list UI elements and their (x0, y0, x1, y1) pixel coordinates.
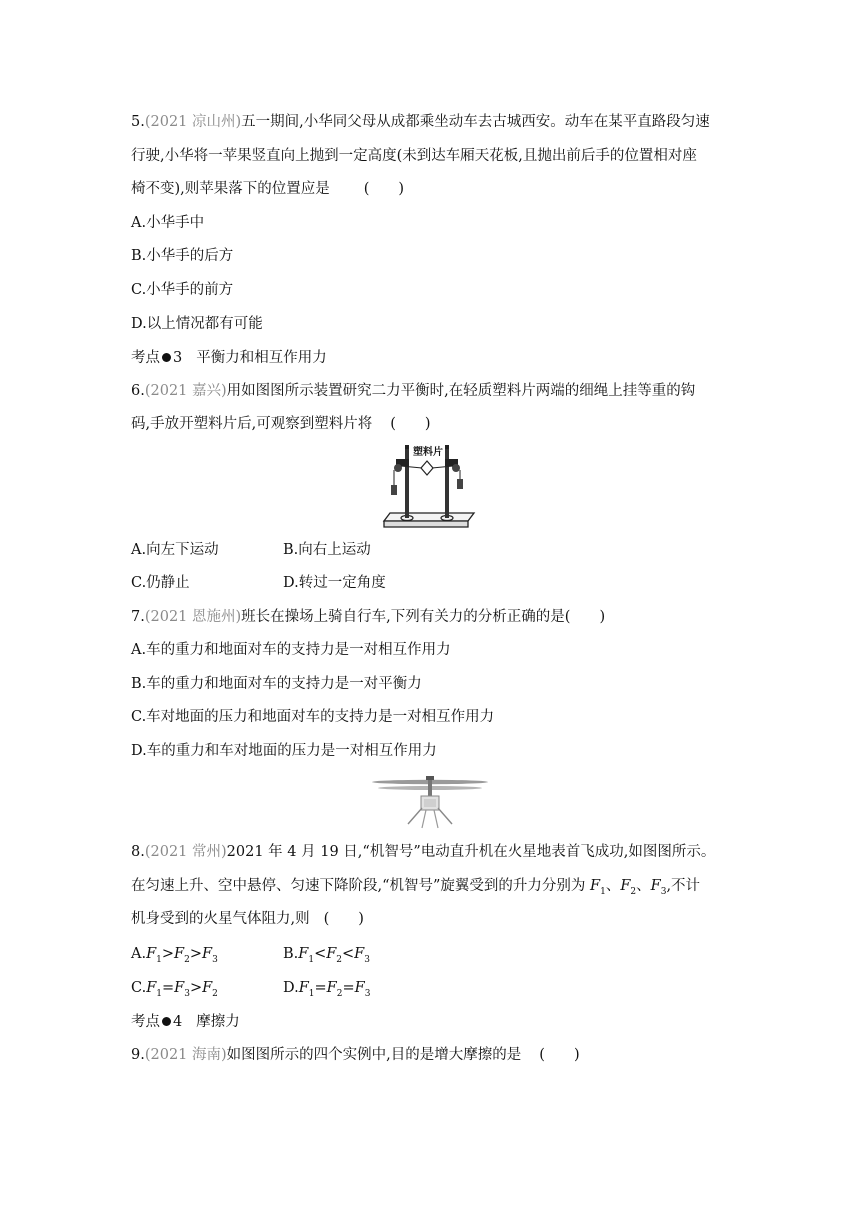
q8-stem-text2: 在匀速上升、空中悬停、匀速下降阶段,“机智号”旋翼受到的升力分别为 (131, 878, 586, 894)
q8-source: (2021 常州) (144, 844, 227, 860)
q7-answer-bracket: ( ) (564, 609, 606, 625)
q6-number: 6. (131, 383, 145, 399)
keypoint-3-heading (131, 348, 327, 368)
plastic-card (421, 461, 433, 475)
q7-stem-line1 (131, 607, 605, 627)
q8-stem-text3: 机身受到的火星气体阻力,则 (131, 911, 310, 927)
q5-option-a: A.小华手中 (131, 215, 205, 231)
q9-stem-line1 (131, 1045, 580, 1065)
q8-option-c: $C.F_1=F_3>F_2$ (131, 980, 218, 999)
q8-stem-line2: 在匀速上升、空中悬停、匀速下降阶段,“机智号”旋翼受到的升力分别为 $F_1$、$F_2$、$F_3$,不计 (131, 878, 701, 897)
keypoint-4-label: 考点 (131, 1014, 160, 1030)
keypoint-4-number: 4 (173, 1014, 183, 1030)
q5-source: (2021 凉山州) (144, 114, 242, 130)
q8-stem-line1 (131, 842, 715, 862)
q9-stem-text1: 如图图所示的四个实例中,目的是增大摩擦的是 (226, 1047, 522, 1063)
q9-answer-bracket: ( ) (539, 1047, 580, 1063)
two-force-balance-figure (376, 441, 476, 533)
q9-number: 9. (131, 1047, 145, 1063)
keypoint-3-number: 3 (173, 350, 183, 366)
q7-option-b: B.车的重力和地面对车的支持力是一对平衡力 (131, 676, 422, 692)
q6-source: (2021 嘉兴) (144, 383, 227, 399)
q5-stem-line1 (131, 112, 710, 132)
keypoint-4-heading (131, 1012, 240, 1032)
q6-option-d: D.转过一定角度 (283, 575, 386, 591)
bullet-dot-icon (162, 1017, 171, 1026)
q6-option-b: B.向右上运动 (283, 542, 371, 558)
keypoint-4-title: 摩擦力 (196, 1014, 240, 1030)
ingenuity-helicopter-figure (350, 772, 510, 832)
q6-answer-bracket: ( ) (390, 416, 431, 432)
left-pulley (394, 464, 402, 472)
q7-option-c: C.车对地面的压力和地面对车的支持力是一对相互作用力 (131, 709, 495, 725)
q5-option-d: D.以上情况都有可能 (131, 316, 263, 332)
q6-option-a: A.向左下运动 (131, 542, 219, 558)
q5-option-c: C.小华手的前方 (131, 282, 234, 298)
q5-stem-text3: 椅不变),则苹果落下的位置应是 (131, 181, 330, 197)
q5-option-b: B.小华手的后方 (131, 248, 234, 264)
q8-stem-text1: 2021 年 4 月 19 日,“机智号”电动直升机在火星地表首飞成功,如图图所示。 (226, 844, 716, 860)
q7-number: 7. (131, 609, 145, 625)
q5-number: 5. (131, 114, 145, 130)
q5-stem-line2: 行驶,小华将一苹果竖直向上抛到一定高度(未到达车厢天花板,且抛出前后手的位置相对座 (131, 148, 697, 164)
bullet-dot-icon (162, 353, 171, 362)
right-weight (457, 479, 463, 489)
q6-option-c: C.仍静止 (131, 575, 190, 591)
q8-number: 8. (131, 844, 145, 860)
q8-option-b: $B.F_1<F_2<F_3$ (283, 946, 370, 965)
q6-stem-line1 (131, 381, 695, 401)
left-weight (391, 485, 397, 495)
apparatus-base (384, 513, 474, 521)
q5-stem-text1: 五一期间,小华同父母从成都乘坐动车去古城西安。动车在某平直路段匀速 (241, 114, 710, 130)
right-pulley (452, 464, 460, 472)
q6-stem-text2: 码,手放开塑料片后,可观察到塑料片将 (131, 416, 373, 432)
q8-answer-bracket: ( ) (323, 911, 364, 927)
q8-option-d: $D.F_1=F_2=F_3$ (283, 980, 371, 999)
figure-label-plastic-card: 塑料片 (413, 447, 443, 458)
keypoint-3-label: 考点 (131, 350, 160, 366)
q6-stem-line2 (131, 414, 431, 434)
keypoint-3-title: 平衡力和相互作用力 (196, 350, 327, 366)
q8-option-a: $A.F_1>F_2>F_3$ (131, 946, 218, 965)
q9-source: (2021 海南) (144, 1047, 227, 1063)
q5-answer-bracket: ( ) (363, 181, 405, 197)
q7-source: (2021 恩施州) (144, 609, 242, 625)
q7-option-d: D.车的重力和车对地面的压力是一对相互作用力 (131, 743, 437, 759)
q5-stem-line3 (131, 179, 404, 199)
q6-stem-text1: 用如图图所示装置研究二力平衡时,在轻质塑料片两端的细绳上挂等重的钩 (226, 383, 696, 399)
q7-option-a: A.车的重力和地面对车的支持力是一对相互作用力 (131, 642, 451, 658)
q7-stem-text1: 班长在操场上骑自行车,下列有关力的分析正确的是 (241, 609, 565, 625)
q8-stem-line3 (131, 909, 364, 929)
